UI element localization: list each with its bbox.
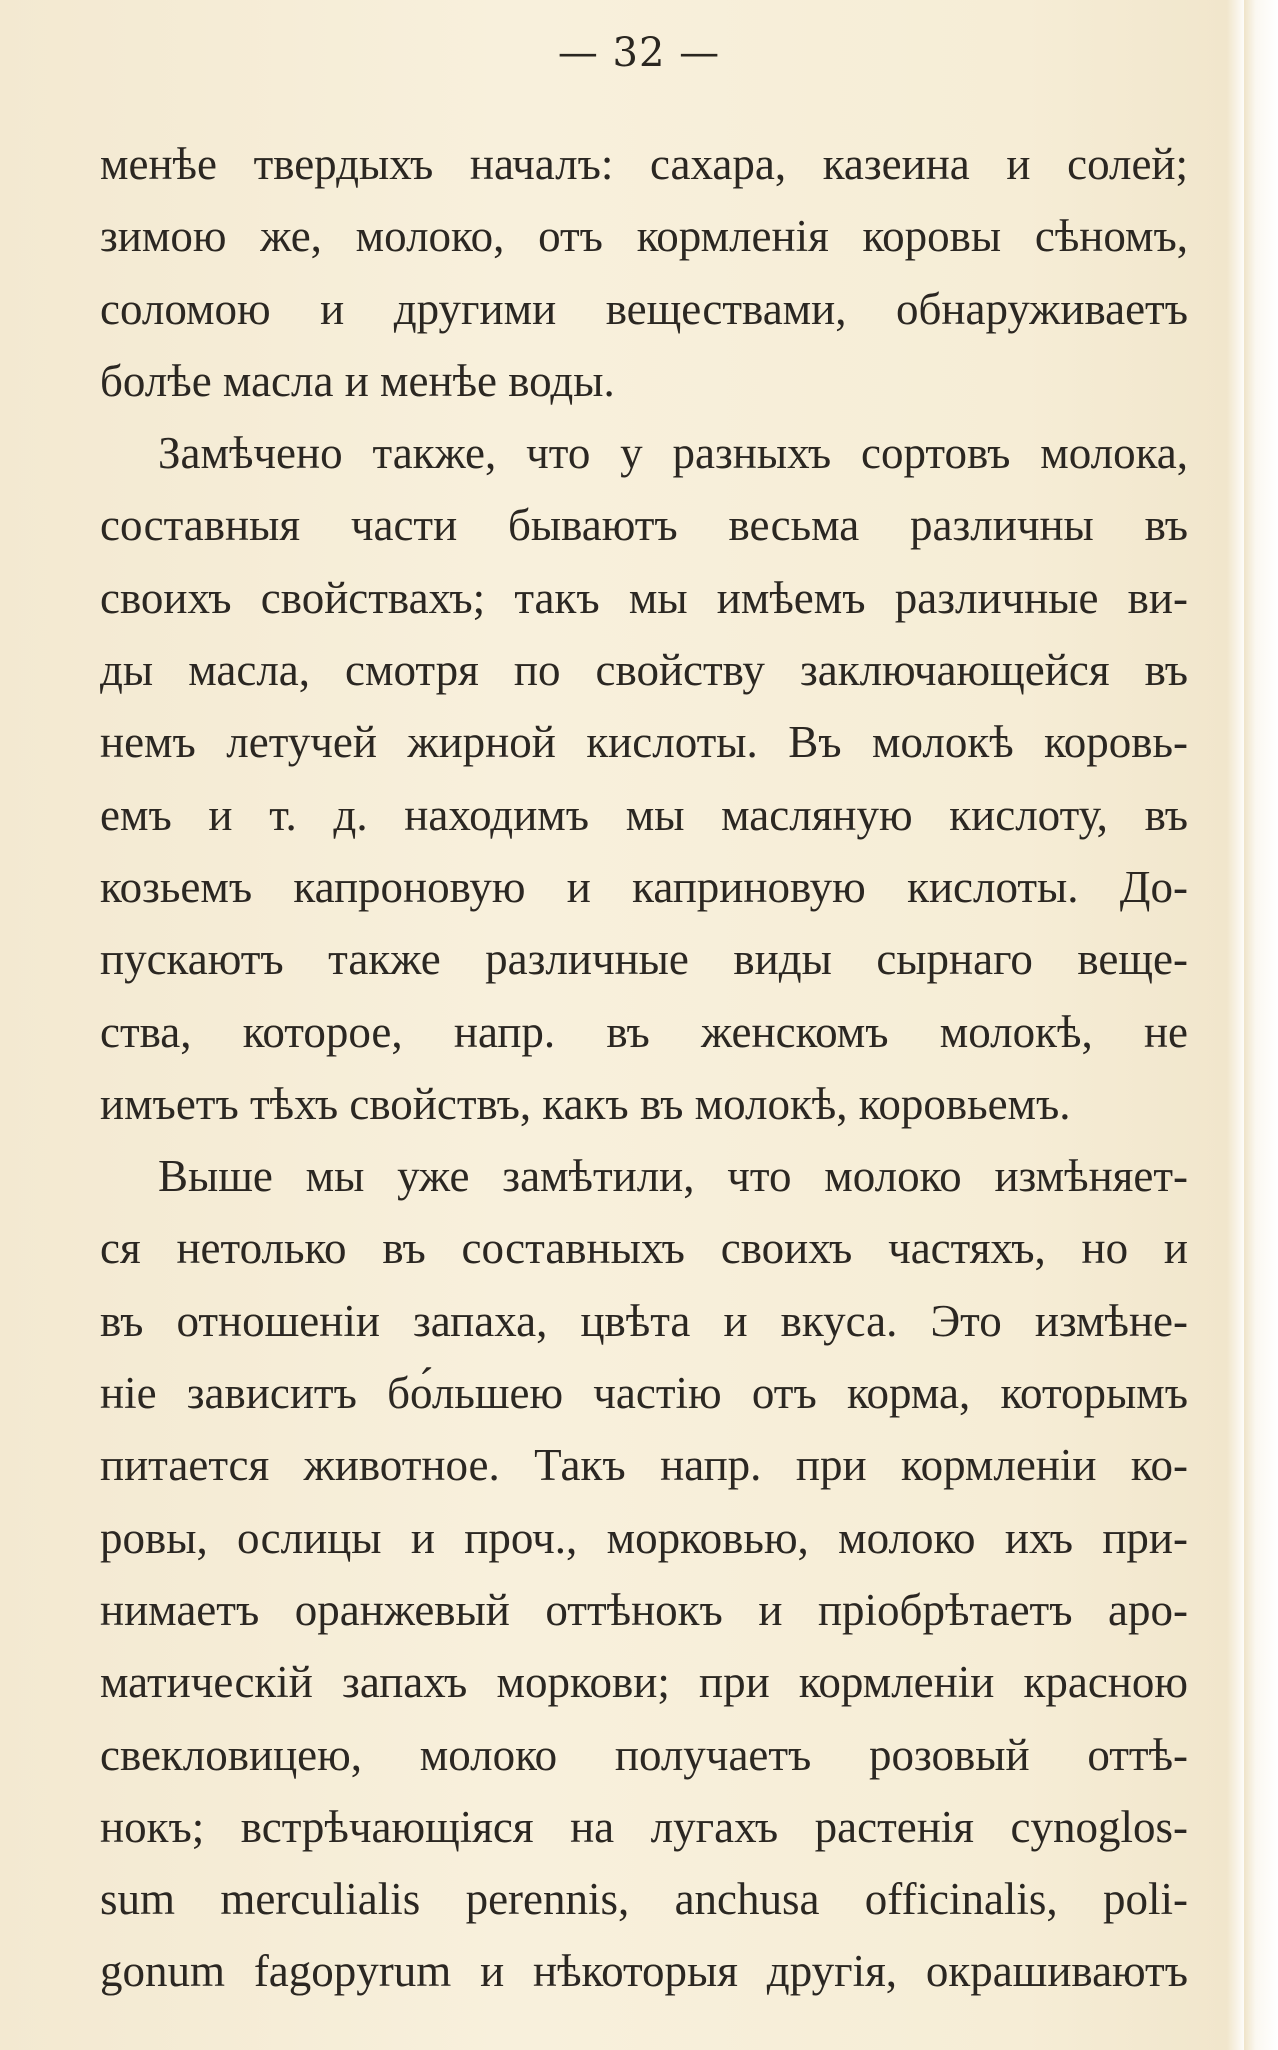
text-line: gonum fagopyrum и нѣкоторыя другія, окрашиваютъ [100,1946,1188,1997]
text-line: нокъ; встрѣчающіяся на лугахъ растенія cynoglos- [100,1801,1188,1852]
text-line: нимаетъ оранжевый оттѣнокъ и пріобрѣтаетъ аро- [100,1584,1188,1635]
paragraph-start-line: Замѣчено также, что у разныхъ сортовъ молока, [158,428,1188,479]
text-line: питается животное. Такъ напр. при кормленіи ко- [100,1440,1188,1491]
text-line: ровы, ослицы и проч., морковью, молоко ихъ при- [100,1512,1188,1563]
text-line: менѣе твердыхъ началъ: сахара, казеина и солей; [100,139,1188,189]
page-edge [1244,0,1278,2050]
text-line: соломою и другими веществами, обнаруживаетъ [100,283,1188,334]
text-line: ся нетолько въ составныхъ своихъ частяхъ, но и [100,1223,1188,1274]
text-line: немъ летучей жирной кислоты. Въ молокѣ коровь- [100,717,1188,768]
text-line: ніе зависитъ бо́льшею частію отъ корма, которымъ [100,1368,1188,1419]
text-line: имъетъ тѣхъ свойствъ, какъ въ молокѣ, коровьемъ. [100,1078,1071,1129]
body-text [100,128,1188,2008]
text-line: составныя части бываютъ весьма различны въ [100,500,1188,551]
text-line: своихъ свойствахъ; такъ мы имѣемъ различные ви- [100,572,1188,623]
text-line: зимою же, молоко, отъ кормленія коровы сѣномъ, [100,211,1188,262]
text-line: въ отношеніи запаха, цвѣта и вкуса. Это измѣне- [100,1295,1188,1346]
text-line: емъ и т. д. находимъ мы масляную кислоту, въ [100,789,1188,840]
text-line: sum merculialis perennis, anchusa officinalis, poli- [100,1874,1188,1925]
page-number: — 32 — [557,30,721,76]
text-line: пускаютъ также различные виды сырнаго веще- [100,934,1188,985]
text-line: болѣе масла и менѣе воды. [100,355,615,406]
paragraph-start-line: Выше мы уже замѣтили, что молоко измѣняет- [158,1151,1188,1202]
text-line: ства, которое, напр. въ женскомъ молокѣ, не [100,1006,1188,1057]
text-line: свекловицею, молоко получаетъ розовый оттѣ- [100,1729,1188,1780]
text-line: ды масла, смотря по свойству заключающейся въ [100,645,1188,696]
text-line: козьемъ капроновую и каприновую кислоты. До- [100,861,1188,912]
text-line: матическій запахъ моркови; при кормленіи красною [100,1657,1188,1708]
